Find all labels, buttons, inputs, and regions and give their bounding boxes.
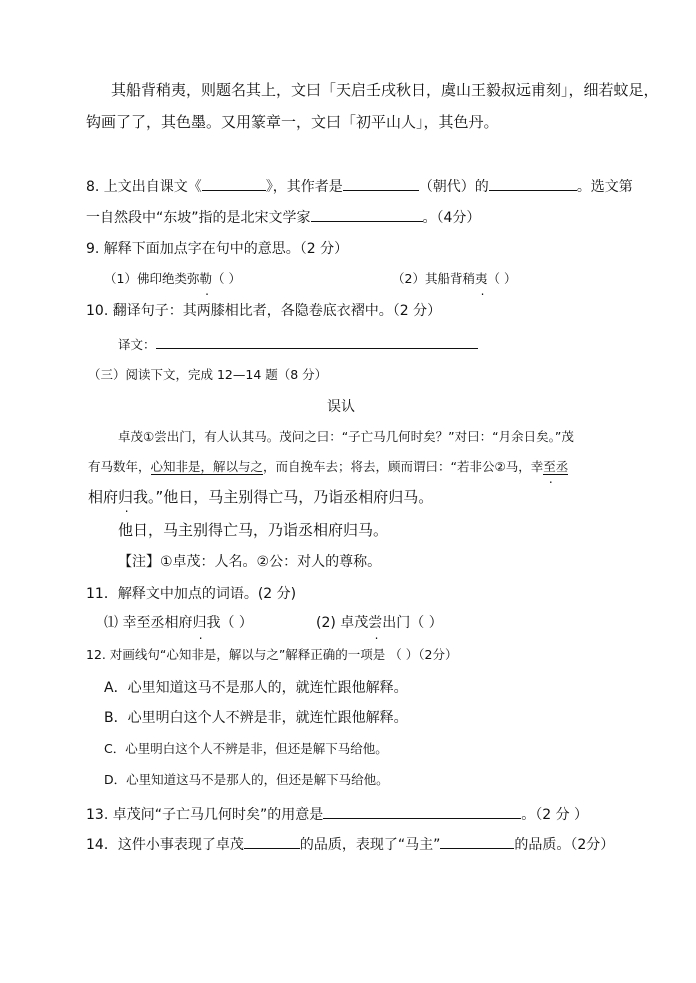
q11-item-1-answer[interactable]: 我（ ） [206, 615, 253, 631]
story-line-1: 卓茂①尝出门，有人认其马。茂问之曰：“子亡马几何时矣？”对曰：“月余日矣。”茂 [118, 429, 574, 444]
q9-item-1-answer[interactable]: （ ） [211, 271, 241, 286]
story-line-2-b: ，而自挽车去；将去，顾而谓曰：“若非公②马，幸 [263, 459, 544, 474]
q8-blank-title[interactable] [202, 175, 266, 191]
q8-text-3: （朝代）的 [418, 179, 489, 195]
q13-blank[interactable] [323, 803, 521, 819]
q14-blank-mazhu[interactable] [440, 833, 514, 849]
q11-item-1-dotted-char: 归 [192, 615, 207, 631]
story-line-3-b: 我。”他日，马主别得亡马，乃诣丞相府归马。 [133, 488, 434, 506]
q13-score: 。（2 分 ） [521, 807, 589, 823]
q10-translation-label: 译文： [118, 337, 156, 352]
question-9-stem: 9. 解释下面加点字在句中的意思。（2 分） [86, 241, 349, 257]
q9-item-2-dotted-char: 夷 [474, 271, 488, 286]
story-line-2-a: 有马数年， [88, 459, 151, 474]
section-3-heading: （三）阅读下文，完成 12—14 题（8 分） [88, 367, 328, 382]
story-note: 【注】①卓茂：人名。②公：对人的尊称。 [118, 554, 382, 570]
story-underlined-sentence: 心知非是，解以与之 [150, 459, 264, 474]
story-line-3 [88, 487, 433, 507]
q10-translation-blank[interactable] [156, 333, 478, 349]
story-title: 误认 [327, 399, 355, 415]
q9-item-2-text: （2）其船背稍 [392, 271, 475, 286]
q14-blank-zhuomao[interactable] [244, 833, 300, 849]
story-dotted-zhi: 至 [543, 459, 556, 474]
q11-item-1-text: ⑴ 幸至丞相府 [104, 615, 193, 631]
story-dotted-gui: 归 [118, 488, 134, 506]
q12-option-a[interactable]: A．心里知道这马不是那人的，就连忙跟他解释。 [104, 680, 408, 696]
q14-text-3: 的品质。（2分） [514, 837, 615, 853]
q12-option-d[interactable]: D．心里知道这马不是那人的，但还是解下马给他。 [104, 772, 389, 787]
q8-text-1: 8. 上文出自课文《 [86, 179, 202, 195]
q11-item-2-text: (2) 卓茂 [316, 615, 369, 631]
question-11-item-1 [104, 613, 253, 633]
question-11-item-2 [316, 613, 443, 633]
question-10-stem: 10. 翻译句子：其两膝相比者，各隐卷底衣褶中。（2 分） [86, 303, 442, 319]
question-9-item-1 [104, 269, 241, 289]
question-8-line-1 [86, 175, 633, 197]
q14-text-1: 14．这件小事表现了卓茂 [86, 837, 244, 853]
story-line-2-c: 丞 [555, 459, 569, 474]
question-8-line-2 [86, 206, 480, 228]
q8-text-2: 》，其作者是 [265, 179, 343, 195]
q8-text-6: 。（4分） [422, 210, 481, 226]
q14-text-2: 的品质，表现了“马主” [299, 837, 441, 853]
q9-item-1-text: （1）佛印绝类弥 [104, 271, 200, 286]
q8-blank-writer[interactable] [311, 206, 423, 222]
story-line-4: 他日，马主别得亡马，乃诣丞相府归马。 [118, 521, 389, 539]
question-10-answer [118, 333, 478, 355]
story-line-2 [88, 457, 568, 477]
question-13 [86, 803, 588, 825]
passage-line-1: 其船背稍夷，则题名其上，文曰「天启壬戌秋日，虞山王毅叔远甫刻」，细若蚊足， [111, 81, 659, 99]
q9-item-1-dotted-char: 勒 [199, 271, 212, 286]
q11-item-2-answer[interactable]: 出门（ ） [382, 615, 443, 631]
q13-text: 13. 卓茂问“子亡马几何时矣”的用意是 [86, 807, 324, 823]
q12-option-b[interactable]: B．心里明白这个人不辨是非，就连忙跟他解释。 [104, 710, 408, 726]
q8-blank-identity[interactable] [489, 175, 577, 191]
q8-blank-author[interactable] [343, 175, 419, 191]
q8-text-4: 。选文第 [576, 179, 633, 195]
story-line-3-a: 相府 [88, 488, 119, 506]
q11-item-2-dotted-char: 尝 [368, 615, 383, 631]
q9-item-2-answer[interactable]: （ ） [487, 271, 517, 286]
question-11-stem: 11．解释文中加点的词语。(2 分) [86, 586, 297, 602]
question-9-item-2 [392, 269, 516, 289]
question-12-stem: 12. 对画线句“心知非是，解以与之”解释正确的一项是 （ ）（2分） [86, 647, 458, 662]
q12-option-c[interactable]: C．心里明白这个人不辨是非，但还是解下马给他。 [104, 741, 388, 756]
question-14 [86, 833, 614, 855]
passage-line-2: 钩画了了，其色墨。又用篆章一，文曰「初平山人」，其色丹。 [86, 113, 499, 131]
q8-text-5: 一自然段中“东坡”指的是北宋文学家 [86, 210, 311, 226]
